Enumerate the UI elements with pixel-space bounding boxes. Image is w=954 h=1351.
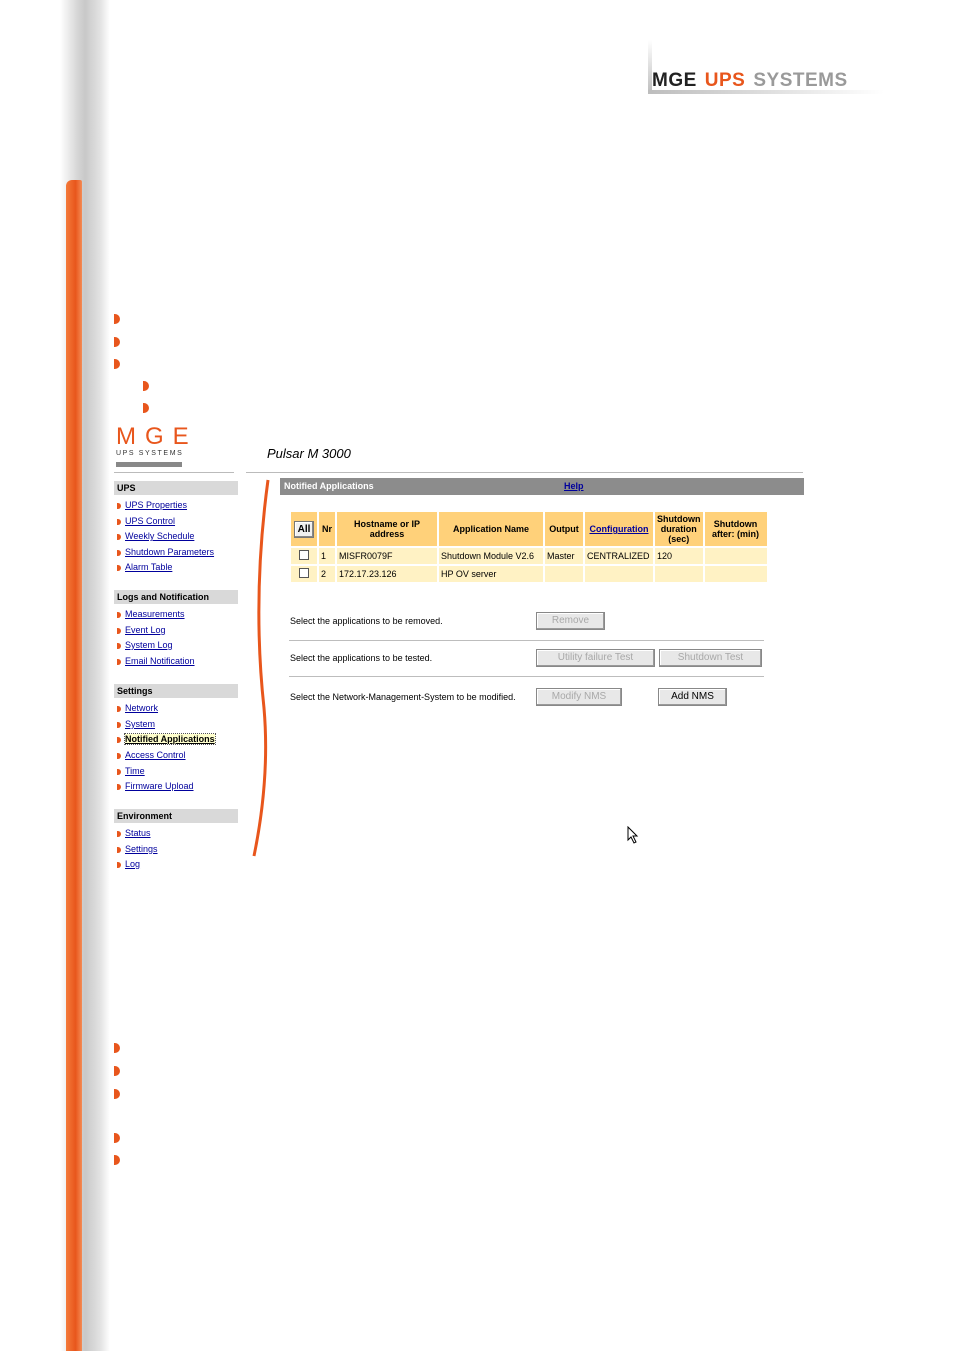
table-row bbox=[291, 566, 767, 582]
nav-bullet-icon bbox=[117, 862, 121, 868]
table-row bbox=[291, 548, 767, 564]
row-checkbox[interactable] bbox=[299, 568, 309, 578]
cell-host: MISFR0079F bbox=[337, 548, 437, 564]
header-hostname: Hostname or IP address bbox=[337, 512, 437, 546]
bullet-icon bbox=[114, 337, 120, 347]
nav-bullet-icon bbox=[117, 534, 121, 540]
nav-section-logs: Logs and Notification bbox=[114, 590, 238, 604]
add-nms-button[interactable]: Add NMS bbox=[658, 688, 727, 706]
nav-link[interactable]: Shutdown Parameters bbox=[125, 547, 215, 557]
nav-link[interactable]: Access Control bbox=[125, 750, 186, 760]
divider bbox=[289, 676, 764, 677]
remove-button[interactable]: Remove bbox=[536, 612, 605, 630]
configuration-link[interactable]: Configuration bbox=[589, 524, 649, 534]
mge-logo-text: MGE bbox=[116, 423, 198, 450]
nav-bullet-icon bbox=[117, 503, 121, 509]
cell-duration: 120 bbox=[655, 548, 703, 564]
nav-item-ups-control[interactable] bbox=[117, 516, 175, 527]
header-application-name: Application Name bbox=[439, 512, 543, 546]
panel-title: Notified Applications bbox=[284, 481, 374, 491]
nav-bullet-icon bbox=[117, 769, 121, 775]
nav-bullet-icon bbox=[117, 753, 121, 759]
header-nr: Nr bbox=[319, 512, 335, 546]
nav-item-event-log[interactable] bbox=[117, 625, 166, 636]
nav-item-env-settings[interactable] bbox=[117, 844, 158, 855]
orange-curve-decoration bbox=[250, 478, 274, 858]
nav-bullet-icon bbox=[117, 550, 121, 556]
applications-table bbox=[289, 510, 769, 584]
select-all-button[interactable]: All bbox=[294, 521, 315, 538]
nav-link[interactable]: Settings bbox=[125, 844, 158, 854]
nav-item-system[interactable] bbox=[117, 719, 155, 730]
nav-section-ups: UPS bbox=[114, 481, 238, 495]
nav-item-network[interactable] bbox=[117, 703, 158, 714]
modify-nms-button[interactable]: Modify NMS bbox=[536, 688, 622, 706]
nms-instruction: Select the Network-Management-System to be modified. bbox=[290, 692, 516, 702]
nav-section-settings: Settings bbox=[114, 684, 238, 698]
shutdown-test-button[interactable]: Shutdown Test bbox=[659, 649, 762, 667]
divider bbox=[246, 472, 803, 473]
product-title: Pulsar M 3000 bbox=[267, 446, 351, 461]
nav-link[interactable]: Status bbox=[125, 828, 151, 838]
nav-bullet-icon bbox=[117, 628, 121, 634]
nav-link[interactable]: Time bbox=[125, 766, 145, 776]
cell-output bbox=[545, 566, 583, 582]
row-checkbox[interactable] bbox=[299, 550, 309, 560]
brand-ups: UPS bbox=[704, 70, 746, 91]
nav-link[interactable]: Network bbox=[125, 703, 159, 713]
nav-link[interactable]: Email Notification bbox=[125, 656, 195, 666]
nav-bullet-icon bbox=[117, 784, 121, 790]
nav-item-env-log[interactable] bbox=[117, 859, 140, 870]
divider bbox=[289, 640, 764, 641]
cell-config: CENTRALIZED bbox=[585, 548, 653, 564]
nav-bullet-icon bbox=[117, 612, 121, 618]
header-select-all bbox=[291, 512, 317, 546]
nav-link[interactable]: Measurements bbox=[125, 609, 185, 619]
nav-bullet-icon bbox=[117, 831, 121, 837]
header-configuration bbox=[585, 512, 653, 546]
nav-link[interactable]: Firmware Upload bbox=[125, 781, 194, 791]
mge-logo-bar bbox=[116, 462, 182, 467]
nav-link[interactable]: System bbox=[125, 719, 156, 729]
nav-bullet-icon bbox=[117, 565, 121, 571]
bullet-icon bbox=[114, 359, 120, 369]
brand-logo bbox=[642, 40, 892, 96]
nav-item-alarm-table[interactable] bbox=[117, 562, 172, 573]
nav-link[interactable]: Weekly Schedule bbox=[125, 531, 195, 541]
nav-bullet-icon bbox=[117, 847, 121, 853]
header-shutdown-after: Shutdown after: (min) bbox=[705, 512, 767, 546]
nav-link[interactable]: System Log bbox=[125, 640, 173, 650]
remove-instruction: Select the applications to be removed. bbox=[290, 616, 443, 626]
nav-link[interactable]: Log bbox=[125, 859, 141, 869]
brand-wordmark bbox=[652, 70, 848, 92]
page-orange-band bbox=[66, 180, 82, 1351]
header-output: Output bbox=[545, 512, 583, 546]
mouse-cursor-icon bbox=[627, 826, 639, 844]
cell-nr: 2 bbox=[319, 566, 335, 582]
nav-item-ups-properties[interactable] bbox=[117, 500, 187, 511]
bullet-icon bbox=[114, 1066, 120, 1076]
cell-output: Master bbox=[545, 548, 583, 564]
nav-item-time[interactable] bbox=[117, 766, 145, 777]
nav-link[interactable]: Alarm Table bbox=[125, 562, 173, 572]
cell-after bbox=[705, 566, 767, 582]
brand-systems: SYSTEMS bbox=[753, 70, 848, 91]
cell-duration bbox=[655, 566, 703, 582]
bullet-icon bbox=[114, 1155, 120, 1165]
nav-section-environment: Environment bbox=[114, 809, 238, 823]
nav-link-active[interactable]: Notified Applications bbox=[125, 734, 215, 744]
cell-after bbox=[705, 548, 767, 564]
cell-host: 172.17.23.126 bbox=[337, 566, 437, 582]
row-select-cell bbox=[291, 548, 317, 564]
cell-config bbox=[585, 566, 653, 582]
bullet-icon bbox=[143, 381, 149, 391]
table-header-row bbox=[291, 512, 767, 546]
nav-item-measurements[interactable] bbox=[117, 609, 185, 620]
bullet-icon bbox=[114, 1133, 120, 1143]
cell-nr: 1 bbox=[319, 548, 335, 564]
cell-app: HP OV server bbox=[439, 566, 543, 582]
utility-failure-test-button[interactable]: Utility failure Test bbox=[536, 649, 655, 667]
divider bbox=[114, 472, 234, 473]
nav-item-firmware-upload[interactable] bbox=[117, 781, 194, 792]
nav-item-env-status[interactable] bbox=[117, 828, 151, 839]
cell-app: Shutdown Module V2.6 bbox=[439, 548, 543, 564]
nav-item-notified-applications[interactable] bbox=[117, 734, 215, 745]
panel-title-bar bbox=[280, 478, 804, 495]
nav-item-system-log[interactable] bbox=[117, 640, 173, 651]
nav-link[interactable]: UPS Properties bbox=[125, 500, 188, 510]
mge-logo-subtext: UPS SYSTEMS bbox=[116, 450, 184, 457]
help-link[interactable]: Help bbox=[564, 481, 584, 491]
bullet-icon bbox=[114, 1089, 120, 1099]
row-select-cell bbox=[291, 566, 317, 582]
bullet-icon bbox=[114, 314, 120, 324]
nav-bullet-icon bbox=[117, 722, 121, 728]
bullet-icon bbox=[114, 1043, 120, 1053]
nav-link[interactable]: UPS Control bbox=[125, 516, 176, 526]
bullet-icon bbox=[143, 403, 149, 413]
nav-item-shutdown-parameters[interactable] bbox=[117, 547, 214, 558]
header-shutdown-duration: Shutdown duration (sec) bbox=[657, 514, 701, 544]
nav-item-email-notification[interactable] bbox=[117, 656, 195, 667]
nav-bullet-icon bbox=[117, 737, 121, 743]
nav-bullet-icon bbox=[117, 643, 121, 649]
mge-logo bbox=[116, 424, 198, 467]
nav-item-access-control[interactable] bbox=[117, 750, 186, 761]
brand-mge: MGE bbox=[652, 70, 697, 91]
nav-bullet-icon bbox=[117, 706, 121, 712]
nav-bullet-icon bbox=[117, 519, 121, 525]
nav-link[interactable]: Event Log bbox=[125, 625, 166, 635]
nav-bullet-icon bbox=[117, 659, 121, 665]
nav-item-weekly-schedule[interactable] bbox=[117, 531, 194, 542]
test-instruction: Select the applications to be tested. bbox=[290, 653, 433, 663]
